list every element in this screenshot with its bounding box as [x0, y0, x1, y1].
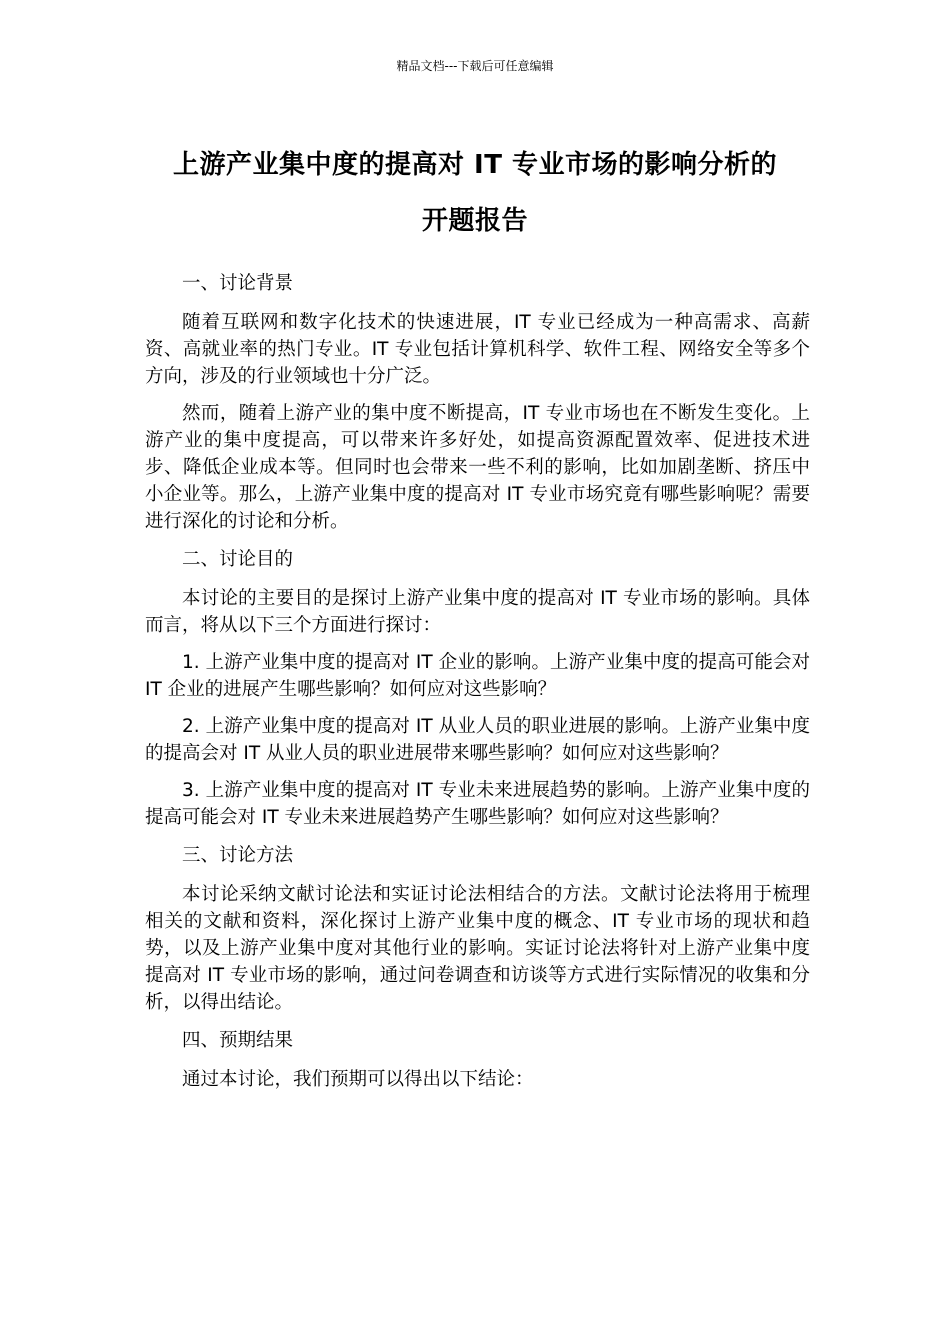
list-item-purpose-2: 2. 上游产业集中度的提高对 IT 从业人员的职业进展的影响。上游产业集中度的提高会对 IT 从业人员的职业进展带来哪些影响？如何应对这些影响？ [145, 716, 810, 764]
title-line-1: 上游产业集中度的提高对 IT 专业市场的影响分析的 [172, 150, 777, 180]
section-heading-purpose: 二、讨论目的 [182, 549, 294, 570]
title-line-2: 开题报告 [421, 206, 528, 236]
page-header: 精品文档---下载后可任意编辑 [396, 59, 554, 73]
document-title [100, 137, 850, 249]
paragraph-background-1: 随着互联网和数字化技术的快速进展，IT 专业已经成为一种高需求、高薪资、高就业率的热门专业。IT 专业包括计算机科学、软件工程、网络安全等多个方向，涉及的行业领域也十分广泛。 [145, 312, 810, 387]
paragraph-method: 本讨论采纳文献讨论法和实证讨论法相结合的方法。文献讨论法将用于梳理相关的文献和资料，深化探讨上游产业集中度的概念、IT 专业市场的现状和趋势，以及上游产业集中度对其他行业的影响。实证讨论法将针对上游产业集中度提高对 IT 专业市场的影响，通过问卷调查和访谈等方式进行实际情况的收集和分析，以得出结论。 [145, 884, 810, 1013]
section-heading-expected-results: 四、预期结果 [182, 1030, 294, 1051]
paragraph-expected-results: 通过本讨论，我们预期可以得出以下结论： [182, 1069, 534, 1090]
list-item-purpose-1: 1. 上游产业集中度的提高对 IT 企业的影响。上游产业集中度的提高可能会对 IT 企业的进展产生哪些影响？如何应对这些影响？ [145, 652, 810, 700]
section-heading-method: 三、讨论方法 [182, 845, 294, 866]
section-heading-background: 一、讨论背景 [182, 273, 294, 294]
document-body [145, 269, 810, 1103]
paragraph-background-2: 然而，随着上游产业的集中度不断提高，IT 专业市场也在不断发生变化。上游产业的集中度提高，可以带来许多好处，如提高资源配置效率、促进技术进步、降低企业成本等。但同时也会带来一些不利的影响，比如加剧垄断、挤压中小企业等。那么，上游产业集中度的提高对 IT 专业市场究竟有哪些影响呢？需要进行深化的讨论和分析。 [145, 403, 810, 532]
list-item-purpose-3: 3. 上游产业集中度的提高对 IT 专业未来进展趋势的影响。上游产业集中度的提高可能会对 IT 专业未来进展趋势产生哪些影响？如何应对这些影响？ [145, 780, 810, 828]
paragraph-purpose-intro: 本讨论的主要目的是探讨上游产业集中度的提高对 IT 专业市场的影响。具体而言，将从以下三个方面进行探讨： [145, 588, 810, 636]
